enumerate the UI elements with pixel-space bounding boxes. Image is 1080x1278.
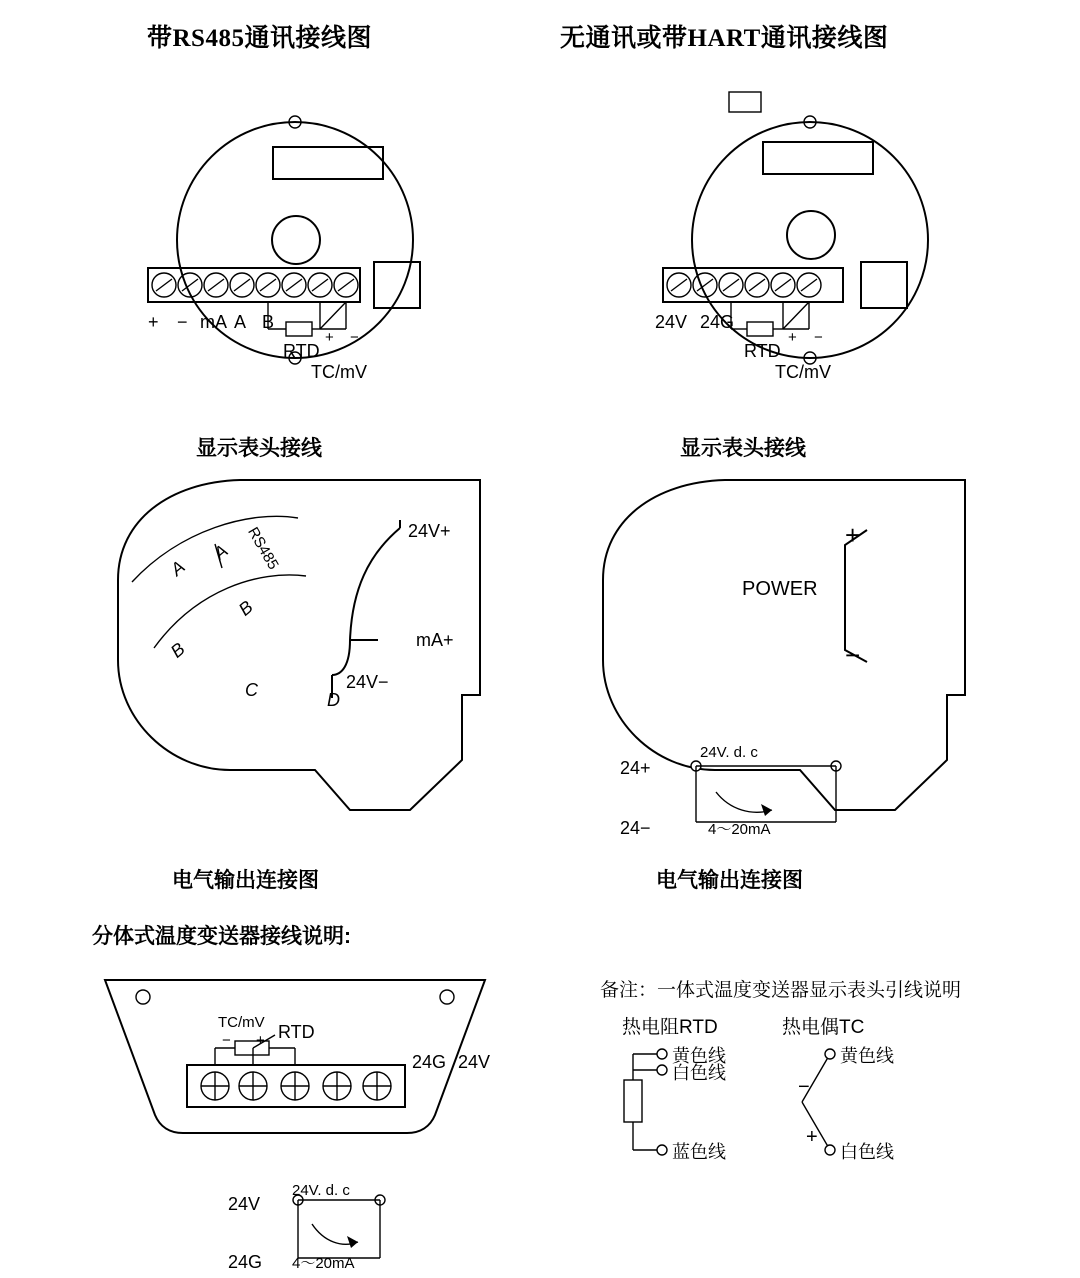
terminal-left-tcmv: TC/mV [311, 362, 367, 382]
head-right-plus: + [845, 520, 861, 550]
head-left-c: C [245, 680, 258, 700]
head-left-b-mid: B [234, 596, 257, 620]
loop-bottom-24g: 24G [228, 1252, 263, 1272]
caption-head-right: 显示表头接线 [680, 437, 806, 460]
loop-bottom-24v: 24V [228, 1194, 261, 1214]
head-left-24v-plus: 24V+ [408, 521, 451, 541]
terminal-right-plus: + [788, 329, 797, 346]
head-left-a-top: A [209, 540, 232, 564]
split-rtd: RTD [278, 1022, 315, 1042]
legend-tc-wire-0: 黄色线 [840, 1046, 894, 1066]
split-tcmv: TC/mV [218, 1014, 265, 1031]
caption-output-right: 电气输出连接图 [656, 869, 803, 892]
loop-right [660, 740, 920, 850]
transmitter-head-left [110, 60, 480, 420]
loop-bottom-supply: 24V. d. c [292, 1182, 350, 1199]
terminal-right-tcmv: TC/mV [775, 362, 831, 382]
split-24v: 24V [458, 1052, 491, 1072]
split-note: 分体式温度变送器接线说明: [92, 925, 351, 948]
title-left: 带RS485通讯接线图 [147, 25, 372, 52]
terminal-left-label-1: − [177, 312, 188, 332]
legend-tc-title: 热电偶TC [782, 1017, 865, 1038]
terminal-left-label-0: + [148, 312, 159, 332]
terminal-right-minus: − [814, 329, 823, 346]
caption-output-left: 电气输出连接图 [172, 869, 319, 892]
head-left-d: D [327, 690, 340, 710]
legend-tc-minus: − [798, 1076, 810, 1098]
terminal-right-rtd: RTD [744, 341, 781, 361]
legend-tc-wire-1: 白色线 [840, 1142, 894, 1162]
terminal-right-label-1: 24G [700, 312, 735, 332]
legend-tc-plus: + [806, 1126, 818, 1148]
head-right-power-label: POWER [742, 578, 818, 600]
split-body [95, 975, 515, 1140]
head-right-minus: − [845, 640, 861, 670]
terminal-left-label-4: B [262, 312, 275, 332]
legend-rtd-title: 热电阻RTD [622, 1017, 718, 1038]
caption-head-left: 显示表头接线 [196, 437, 322, 460]
loop-right-24minus: 24− [620, 818, 651, 838]
title-right: 无通讯或带HART通讯接线图 [560, 25, 889, 52]
loop-right-ma: 4～20mA [708, 821, 771, 838]
loop-bottom-ma: 4～20mA [292, 1255, 355, 1272]
head-left-rs485: RS485 [244, 524, 282, 573]
terminal-left-plus: + [325, 329, 334, 346]
legend-rtd-wire-1: 白色线 [672, 1063, 726, 1083]
terminal-left-minus: − [350, 329, 359, 346]
terminal-left-label-2: mA [200, 312, 227, 332]
terminal-left-label-3: A [234, 312, 247, 332]
loop-right-24plus: 24+ [620, 758, 651, 778]
head-left-ma-plus: mA+ [416, 630, 454, 650]
terminal-left-rtd: RTD [283, 341, 320, 361]
split-minus: − [222, 1032, 231, 1049]
split-plus: + [256, 1032, 265, 1049]
head-left-24v-minus: 24V− [346, 672, 389, 692]
head-left-b-left: B [166, 638, 189, 662]
head-left-a-left: A [166, 556, 189, 580]
split-24g: 24G [412, 1052, 447, 1072]
legend-rtd-wire-2: 蓝色线 [672, 1142, 726, 1162]
legend-rtd-wire-0: 黄色线 [672, 1046, 726, 1066]
terminal-right-label-0: 24V [655, 312, 688, 332]
loop-right-supply: 24V. d. c [700, 744, 758, 761]
remark-text: 备注：一体式温度变送器显示表头引线说明 [600, 980, 962, 1001]
